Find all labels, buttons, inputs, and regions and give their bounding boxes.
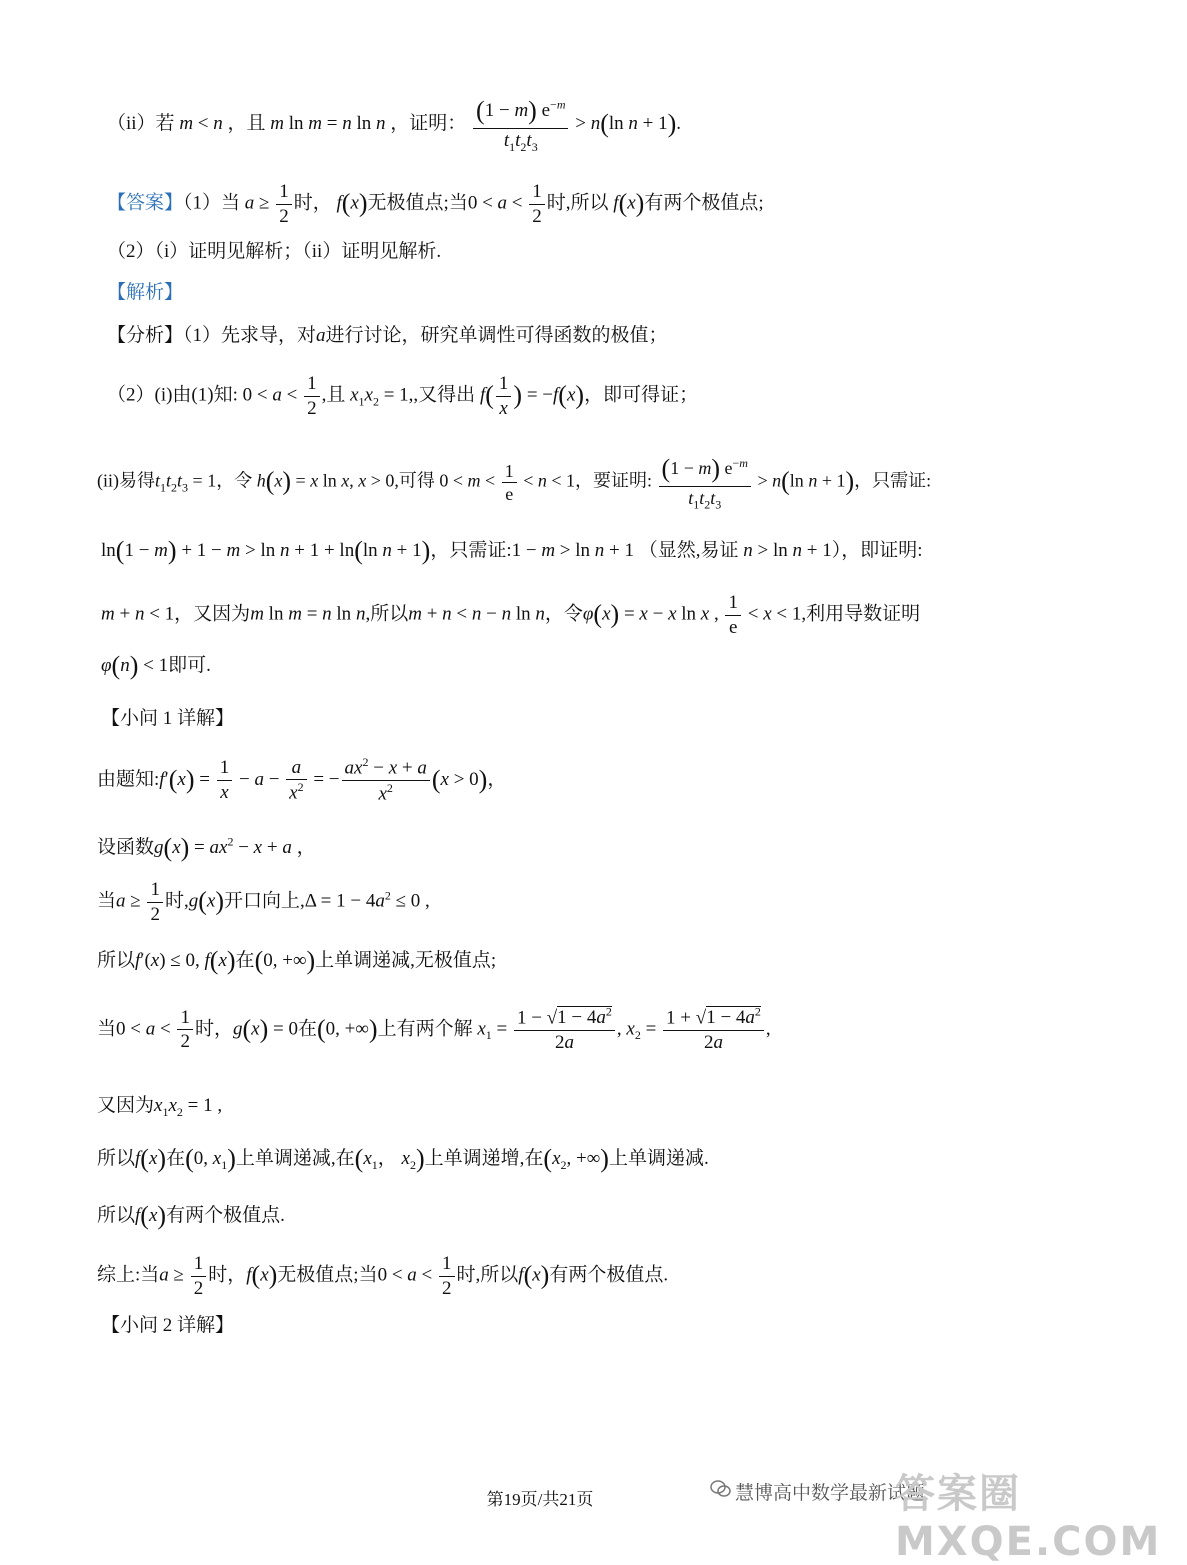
text: （显然,易证: [638, 540, 739, 561]
text: ,利用导数证明: [801, 603, 921, 625]
subquestion-2-title: 【小问 2 详解】: [101, 1315, 235, 1336]
text: 上单调递减,在: [235, 1148, 355, 1169]
text: ，令: [544, 603, 583, 625]
d7-line: 所以f(x)在(0, $x_1$)上单调递减,在($x_1$， $x_2$)上单调递增,在($x_2$, +∞)上单调递减.: [97, 1144, 709, 1173]
text: 设函数: [97, 837, 155, 858]
text: ,所以: [365, 603, 409, 625]
text: 在: [166, 1148, 186, 1169]
watermark-logo: 答案圈 MXQE.COM: [895, 1471, 1162, 1565]
p5-line: m + n < 1，又因为m ln m = n ln n,所以m + n < n − n ln n，令φ(x) = x − x ln x , $\frac{1}{e}$ < x < 1,利用导数证明: [101, 592, 921, 638]
text: （2）(i)由(1)知:: [107, 384, 238, 406]
page-number: 第19页/共21页: [486, 1490, 594, 1509]
answer-2: （2）（i）证明见解析；（ii）证明见解析.: [107, 241, 442, 262]
text: 时,所以: [456, 1264, 519, 1286]
text: 又因为: [97, 1095, 155, 1116]
text: ,,又得出: [408, 384, 476, 406]
text: 上单调递减.: [608, 1148, 709, 1169]
text: 上单调递减,无极值点;: [315, 950, 497, 971]
text: ，令: [216, 470, 253, 491]
text: 上有两个解: [377, 1018, 473, 1040]
d1-line: 由题知:f′(x) = $\frac{1}{x}$ − a − $\frac{a}{x^2}$ = − $\frac{ax^2 - x + a}{x^2}$ (x > 0)，: [97, 755, 507, 805]
text: 所以: [97, 1205, 136, 1226]
text: ，只需证:: [430, 540, 512, 561]
text: 开口向上,: [224, 890, 305, 912]
d9-line: 综上:当a ≥ $\frac{1}{2}$ 时，f(x)无极值点;当0 < a < $\frac{1}{2}$ 时,所以f(x)有两个极值点.: [97, 1253, 669, 1299]
text: ，要证明:: [575, 470, 653, 491]
text: 有两个极值点.: [549, 1264, 669, 1286]
p3-line: (ii)易得$t_1t_2t_3 = 1$，令 h(x) = x ln x, x > 0,可得 0 < m < $\frac{1}{e}$ < n < 1，要证明: $\frac{(1 - m) e^{-m}}{t_1t_2t_3}$ > n(ln n + 1)，只需证:: [97, 454, 932, 512]
text: 即可.: [168, 655, 211, 676]
d2-line: 设函数$g(x) = ax^2 - x + a$ ，: [97, 833, 316, 862]
text: 在: [235, 950, 255, 971]
p2-line: （2）(i)由(1)知: 0 < a < $\frac{1}{2}$ ,且 $x_1x_2 = 1$,,又得出 f( $\frac{1}{x}$ ) = −f(x)，即可得证；: [107, 373, 699, 419]
text: 【分析】（1）先求导，对: [107, 325, 317, 346]
fenxi-line: 【分析】（1）先求导，对a进行讨论，研究单调性可得函数的极值；: [107, 325, 668, 346]
answer-tag: 【答案】: [107, 192, 184, 214]
text: 时，: [194, 1018, 233, 1040]
text: 所以: [97, 950, 136, 971]
text: (ii)易得: [97, 470, 155, 491]
p6-line: φ(n) < 1即可.: [101, 651, 211, 680]
text: ,且: [321, 384, 346, 406]
text: 在: [297, 1018, 317, 1040]
text: 时，: [293, 192, 332, 214]
text: 所以: [97, 1148, 136, 1169]
text: 无极值点;当: [367, 192, 468, 214]
text: 当: [97, 1018, 117, 1040]
text: 时,: [164, 890, 189, 912]
text: 进行讨论，研究单调性可得函数的极值；: [325, 325, 668, 346]
text: ，又因为: [174, 603, 251, 625]
text: 有两个极值点;: [644, 192, 764, 214]
answer-line: 【答案】（1）当 a ≥ $\frac{1}{2}$ 时， f(x)无极值点;当0 < a < $\frac{1}{2}$ 时,所以 f(x)有两个极值点;: [107, 181, 764, 227]
d5-line: 当0 < a < $\frac{1}{2}$ 时，g(x) = 0在(0, +∞)上有两个解 $x_1$ = $\frac{1 - √1 - 4a^2}{2a}$ , $x_2$ = $\frac{1 + √1 - 4a^2}{2a}$ ,: [97, 1005, 771, 1054]
text: 有两个极值点.: [166, 1205, 285, 1226]
d3-line: 当a ≥ $\frac{1}{2}$ 时,g(x)开口向上$,\Delta = 1 - 4a^2 \le 0$ ,: [97, 879, 430, 925]
text: ，证明：: [390, 113, 467, 135]
text: 由题知:: [97, 768, 160, 790]
text: ,可得: [394, 470, 435, 491]
text: （1）当: [183, 192, 241, 214]
p4-line: ln(1 − m) + 1 − m > ln n + 1 + ln(ln n + 1)，只需证:1 − m > ln n + 1 （显然,易证 n > ln n + 1），即证明:: [101, 536, 923, 565]
analysis-tag: 【解析】: [107, 282, 184, 303]
text: 综上:当: [97, 1264, 160, 1286]
text: 当: [97, 890, 117, 912]
text: 上单调递增,在: [424, 1148, 544, 1169]
text: ，即可得证；: [584, 384, 699, 406]
text: 时，: [208, 1264, 247, 1286]
text: ），即证明:: [831, 540, 923, 561]
d4-line: 所以f′(x) ≤ 0, f(x)在(0, +∞)上单调递减,无极值点;: [97, 946, 497, 975]
subquestion-1-title: 【小问 1 详解】: [101, 708, 235, 729]
d8-line: 所以f(x)有两个极值点.: [97, 1201, 285, 1230]
d6-line: 又因为$x_1x_2 = 1$ ,: [97, 1095, 223, 1119]
watermark-text: 慧博高中数学最新试题: [735, 1482, 926, 1504]
text: ，只需证:: [854, 470, 932, 491]
text: 时,所以: [546, 192, 609, 214]
text: （ii）若: [107, 113, 175, 135]
text: 无极值点;当: [277, 1264, 378, 1286]
problem-ii-line: （ii）若 m < n ，且 m ln m = n ln n ，证明： $\frac{(1 - m) e^{-m}}{t_1t_2t_3}$ > n(ln n + 1).: [107, 96, 682, 154]
